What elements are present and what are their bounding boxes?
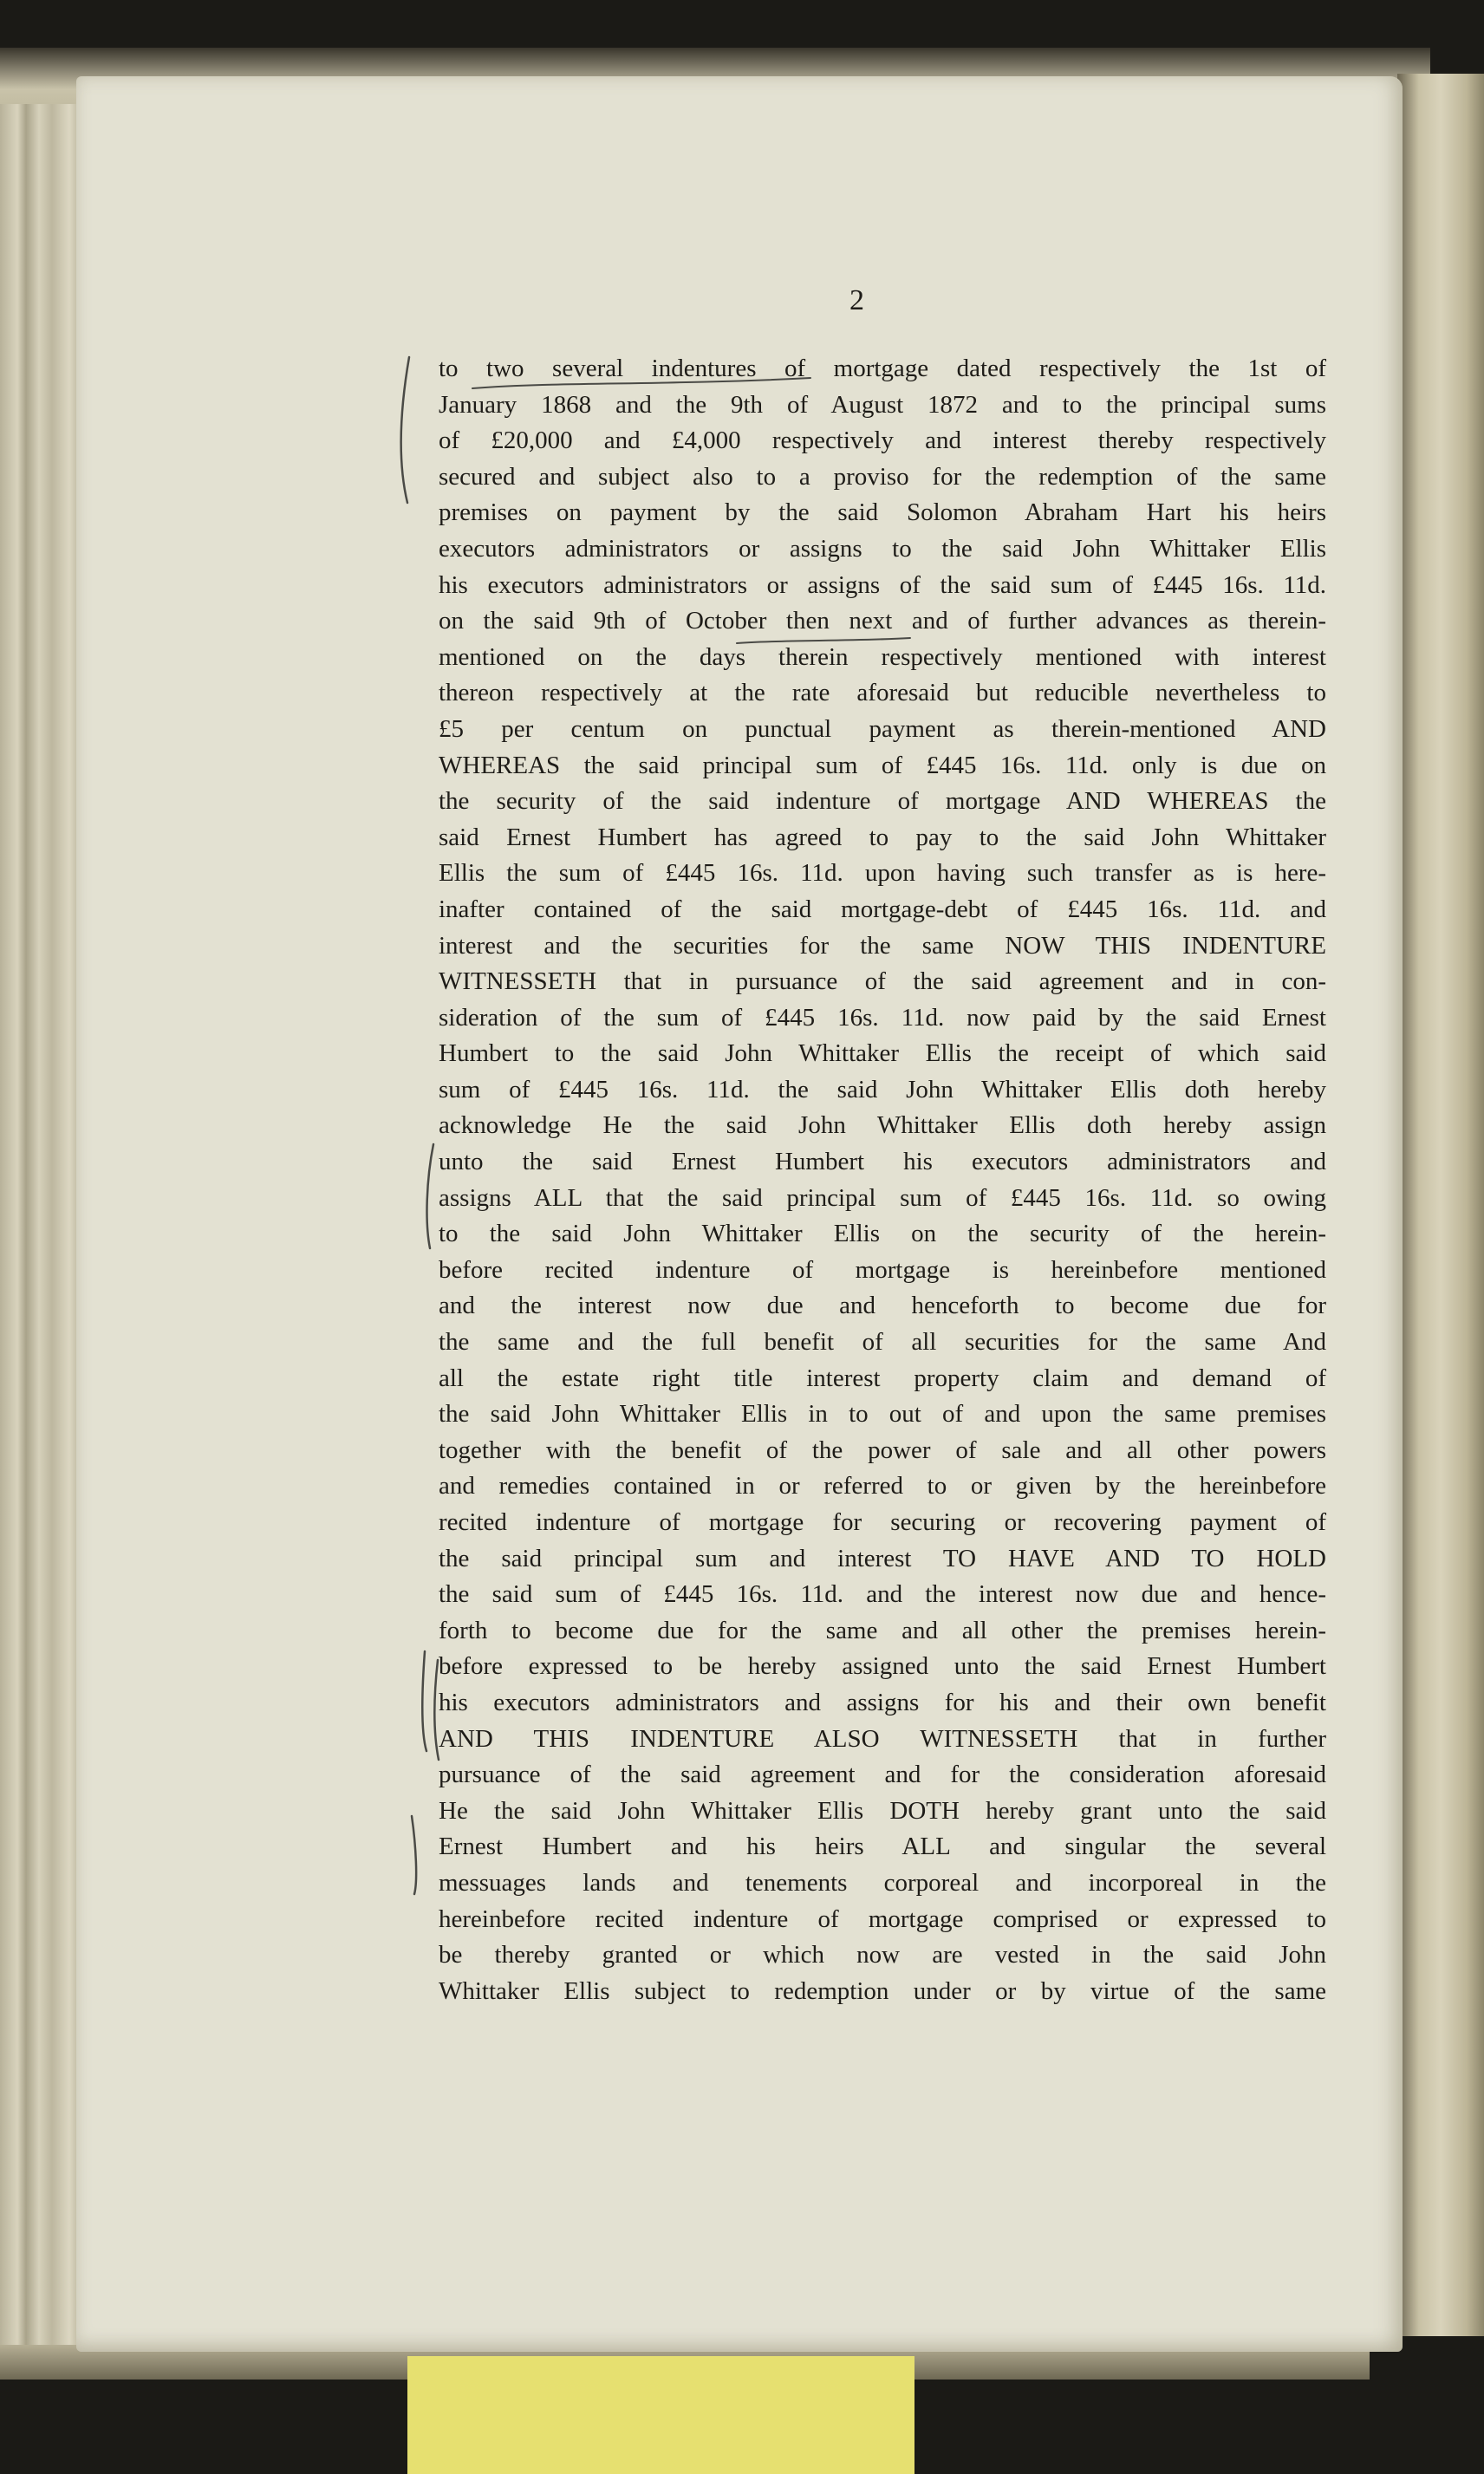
- text-line: £5 per centum on punctual payment as therein-mentioned AND: [439, 714, 1326, 743]
- text-line: recited indenture of mortgage for securing or recovering payment of: [439, 1508, 1326, 1536]
- text-line: the said principal sum and interest TO HAVE AND TO HOLD: [439, 1544, 1326, 1572]
- text-line: Humbert to the said John Whittaker Ellis the receipt of which said: [439, 1039, 1326, 1068]
- text-line: all the estate right title interest property claim and demand of: [439, 1364, 1326, 1392]
- text-line: sum of £445 16s. 11d. the said John Whittaker Ellis doth hereby: [439, 1075, 1326, 1104]
- text-line: the said sum of £445 16s. 11d. and the interest now due and hence-: [439, 1580, 1326, 1609]
- text-line: to the said John Whittaker Ellis on the security of the herein-: [439, 1220, 1326, 1248]
- document-body: [439, 351, 1326, 2009]
- text-line: before recited indenture of mortgage is hereinbefore mentioned: [439, 1255, 1326, 1284]
- text-line: acknowledge He the said John Whittaker Ellis doth hereby assign: [439, 1111, 1326, 1140]
- text-line: to two several indentures of mortgage dated respectively the 1st of: [439, 355, 1326, 382]
- text-line: be thereby granted or which now are vested in the said John: [439, 1941, 1326, 1969]
- text-line: thereon respectively at the rate aforesaid but reducible nevertheless to: [439, 679, 1326, 707]
- text-line: messuages lands and tenements corporeal and incorporeal in the: [439, 1868, 1326, 1897]
- text-line: Ellis the sum of £445 16s. 11d. upon having such transfer as is here-: [439, 859, 1326, 888]
- text-line: interest and the securities for the same NOW THIS INDENTURE: [439, 931, 1326, 960]
- text-line: of £20,000 and £4,000 respectively and interest thereby respectively: [439, 426, 1326, 455]
- text-line: Ernest Humbert and his heirs ALL and singular the several: [439, 1833, 1326, 1861]
- text-line: the security of the said indenture of mortgage AND WHEREAS the: [439, 787, 1326, 816]
- text-line: hereinbefore recited indenture of mortgage comprised or expressed to: [439, 1904, 1326, 1933]
- text-line: WHEREAS the said principal sum of £445 16s. 11d. only is due on: [439, 751, 1326, 779]
- text-line: premises on payment by the said Solomon Abraham Hart his heirs: [439, 498, 1326, 527]
- text-line: and the interest now due and henceforth to become due for: [439, 1292, 1326, 1320]
- text-line: AND THIS INDENTURE ALSO WITNESSETH that in further: [439, 1724, 1326, 1753]
- text-line: the said John Whittaker Ellis in to out of and upon the same premises: [439, 1400, 1326, 1429]
- text-line: sideration of the sum of £445 16s. 11d. now paid by the said Ernest: [439, 1003, 1326, 1032]
- text-line: before expressed to be hereby assigned unto the said Ernest Humbert: [439, 1652, 1326, 1681]
- text-line: mentioned on the days therein respectively mentioned with interest: [439, 642, 1326, 671]
- text-line: the same and the full benefit of all securities for the same And: [439, 1328, 1326, 1357]
- text-line: on the said 9th of October then next and of further advances as therein-: [439, 607, 1326, 635]
- text-line: Whittaker Ellis subject to redemption under or by virtue of the same: [439, 1976, 1326, 2005]
- text-line: January 1868 and the 9th of August 1872 and to the principal sums: [439, 390, 1326, 419]
- text-line: WITNESSETH that in pursuance of the said agreement and in con-: [439, 967, 1326, 996]
- text-line: together with the benefit of the power of sale and all other powers: [439, 1436, 1326, 1464]
- text-line: secured and subject also to a proviso for the redemption of the same: [439, 462, 1326, 491]
- text-line: and remedies contained in or referred to or given by the hereinbefore: [439, 1472, 1326, 1501]
- stacked-page-edges-left: [0, 104, 87, 2375]
- text-line: inafter contained of the said mortgage-debt of £445 16s. 11d. and: [439, 895, 1326, 923]
- yellow-sticky-note: [407, 2356, 914, 2474]
- text-line: said Ernest Humbert has agreed to pay to the said John Whittaker: [439, 823, 1326, 851]
- text-line: his executors administrators and assigns for his and their own benefit: [439, 1688, 1326, 1716]
- text-line: assigns ALL that the said principal sum of £445 16s. 11d. so owing: [439, 1183, 1326, 1212]
- text-line: his executors administrators or assigns of the said sum of £445 16s. 11d.: [439, 570, 1326, 599]
- text-line: pursuance of the said agreement and for the consideration aforesaid: [439, 1761, 1326, 1789]
- text-line: He the said John Whittaker Ellis DOTH hereby grant unto the said: [439, 1796, 1326, 1825]
- text-line: forth to become due for the same and all other the premises herein-: [439, 1616, 1326, 1644]
- text-line: unto the said Ernest Humbert his executors administrators and: [439, 1148, 1326, 1176]
- text-line: executors administrators or assigns to the said John Whittaker Ellis: [439, 534, 1326, 563]
- next-page-edge-right: [1397, 74, 1484, 2336]
- page-number: 2: [849, 284, 864, 316]
